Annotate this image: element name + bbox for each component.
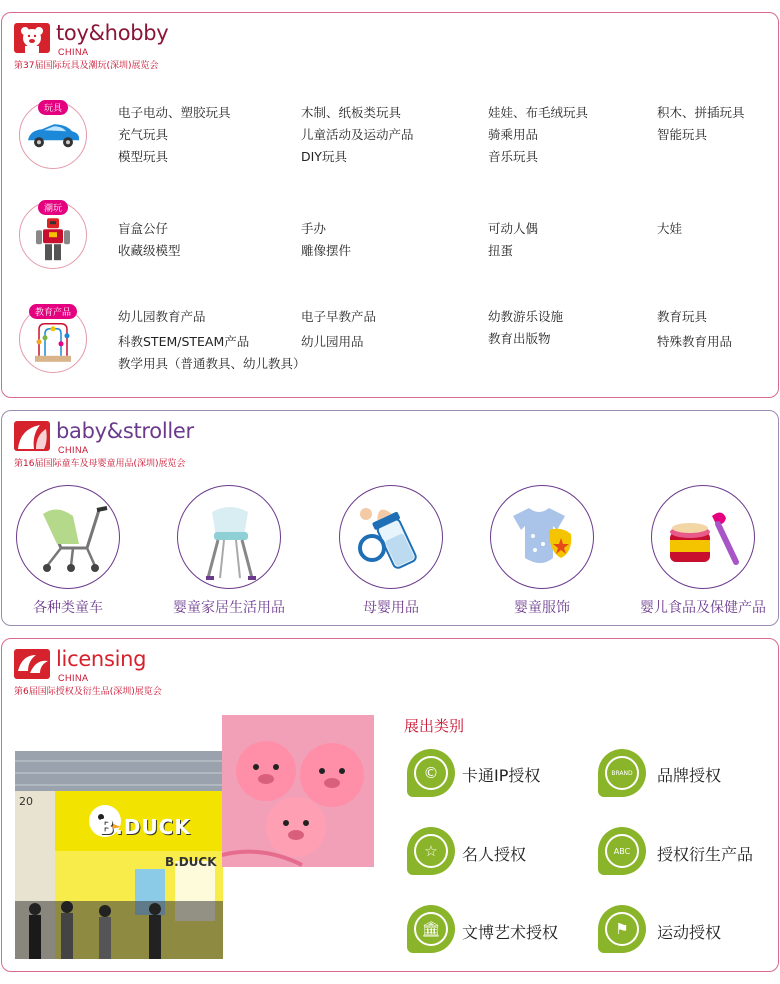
education-item: 电子早教产品 bbox=[301, 309, 377, 324]
toys-item: 娃娃、布毛绒玩具 bbox=[488, 105, 589, 120]
trendy-toys-item: 盲盒公仔 bbox=[118, 221, 169, 236]
museum-icon-glyph: 🏛 bbox=[414, 912, 448, 946]
trendy-toys-item: 可动人偶 bbox=[488, 221, 539, 236]
education-category-tag: 教育产品 bbox=[29, 304, 77, 319]
trendy-toys-item: 收藏级模型 bbox=[118, 243, 181, 258]
toys-item: 木制、纸板类玩具 bbox=[301, 105, 402, 120]
education-category-badge bbox=[19, 305, 87, 373]
toy-hobby-logo bbox=[14, 23, 50, 53]
toys-item: 模型玩具 bbox=[118, 149, 169, 164]
copyright-icon-glyph: © bbox=[414, 756, 448, 790]
toys-item: 儿童活动及运动产品 bbox=[301, 127, 414, 142]
baby-stroller-edition: 第16届国际童车及母婴童用品(深圳)展览会 bbox=[14, 459, 186, 469]
toy-hobby-country: CHINA bbox=[58, 47, 89, 57]
bduck-sign-text-small: B.DUCK bbox=[165, 855, 217, 869]
high-chair-image bbox=[177, 485, 281, 589]
toy-car-icon bbox=[24, 122, 82, 154]
toys-item: DIY玩具 bbox=[301, 149, 347, 164]
baby-clothes-image bbox=[490, 485, 594, 589]
sports-icon bbox=[598, 905, 646, 953]
education-item: 幼教游乐设施 bbox=[488, 309, 564, 324]
licensing-logo bbox=[14, 649, 50, 679]
toys-category-badge bbox=[19, 101, 87, 169]
trendy-toys-category-badge bbox=[19, 201, 87, 269]
licensing-category-label: 文博艺术授权 bbox=[462, 923, 559, 942]
education-item: 教学用具（普通教具、幼儿教具） bbox=[118, 356, 306, 371]
bduck-sign-text: B.DUCK bbox=[99, 815, 191, 839]
brand-tag-icon-glyph: BRAND bbox=[605, 756, 639, 790]
education-item: 科教STEM/STEAM产品 bbox=[118, 334, 250, 349]
merchandise-blocks-icon bbox=[598, 827, 646, 875]
baby-category-label: 婴童家居生活用品 bbox=[173, 600, 285, 616]
education-item: 教育玩具 bbox=[657, 309, 708, 324]
merchandise-blocks-icon-glyph: ABC bbox=[605, 834, 639, 868]
toy-hobby-title: toy&hobby bbox=[56, 21, 169, 45]
booth-number-label: 20 bbox=[19, 795, 33, 808]
trendy-toys-item: 雕像摆件 bbox=[301, 243, 352, 258]
education-item: 特殊教育用品 bbox=[657, 334, 733, 349]
toy-hobby-edition: 第37届国际玩具及潮玩(深圳)展览会 bbox=[14, 61, 159, 71]
baby-bottle-image bbox=[339, 485, 443, 589]
baby-stroller-logo bbox=[14, 421, 50, 451]
museum-icon bbox=[407, 905, 455, 953]
licensing-title: licensing bbox=[56, 647, 147, 671]
brand-tag-icon bbox=[598, 749, 646, 797]
trendy-toys-item: 大娃 bbox=[657, 221, 683, 236]
licensing-card bbox=[1, 638, 779, 972]
licensing-categories-heading: 展出类别 bbox=[404, 717, 465, 735]
baby-category-label: 婴童服饰 bbox=[514, 600, 570, 616]
toys-item: 智能玩具 bbox=[657, 127, 708, 142]
baby-category-label: 婴儿食品及保健产品 bbox=[640, 600, 766, 616]
trendy-toys-item: 手办 bbox=[301, 221, 327, 236]
sports-icon-glyph: ⚑ bbox=[605, 912, 639, 946]
education-item: 幼儿园用品 bbox=[301, 334, 364, 349]
celebrity-star-icon bbox=[407, 827, 455, 875]
toys-item: 音乐玩具 bbox=[488, 149, 539, 164]
copyright-icon bbox=[407, 749, 455, 797]
trendy-toys-category-tag: 潮玩 bbox=[38, 200, 68, 215]
bead-maze-icon bbox=[31, 320, 75, 368]
education-item: 教育出版物 bbox=[488, 331, 551, 346]
toy-hobby-card bbox=[1, 12, 779, 398]
education-item: 幼儿园教育产品 bbox=[118, 309, 206, 324]
trendy-toys-item: 扭蛋 bbox=[488, 243, 514, 258]
licensing-edition: 第6届国际授权及衍生品(深圳)展览会 bbox=[14, 687, 162, 697]
baby-stroller-country: CHINA bbox=[58, 445, 89, 455]
stroller-image bbox=[16, 485, 120, 589]
celebrity-star-icon-glyph: ☆ bbox=[414, 834, 448, 868]
baby-food-image bbox=[651, 485, 755, 589]
licensing-category-label: 运动授权 bbox=[657, 923, 722, 942]
pink-plush-toys-photo bbox=[222, 715, 374, 867]
licensing-category-label: 品牌授权 bbox=[657, 766, 722, 785]
licensing-category-label: 名人授权 bbox=[462, 845, 527, 864]
toys-category-tag: 玩具 bbox=[38, 100, 68, 115]
baby-category-label: 母婴用品 bbox=[363, 600, 419, 616]
licensing-country: CHINA bbox=[58, 673, 89, 683]
toys-item: 积木、拼插玩具 bbox=[657, 105, 745, 120]
toys-item: 电子电动、塑胶玩具 bbox=[118, 105, 231, 120]
baby-stroller-card bbox=[1, 410, 779, 626]
baby-category-label: 各种类童车 bbox=[33, 600, 103, 616]
licensing-category-label: 授权衍生产品 bbox=[657, 845, 754, 864]
licensing-category-label: 卡通IP授权 bbox=[462, 766, 541, 785]
toys-item: 充气玩具 bbox=[118, 127, 169, 142]
toys-item: 骑乘用品 bbox=[488, 127, 539, 142]
baby-stroller-title: baby&stroller bbox=[56, 419, 194, 443]
bduck-booth-photo bbox=[15, 751, 223, 959]
robot-figure-icon bbox=[35, 214, 71, 266]
